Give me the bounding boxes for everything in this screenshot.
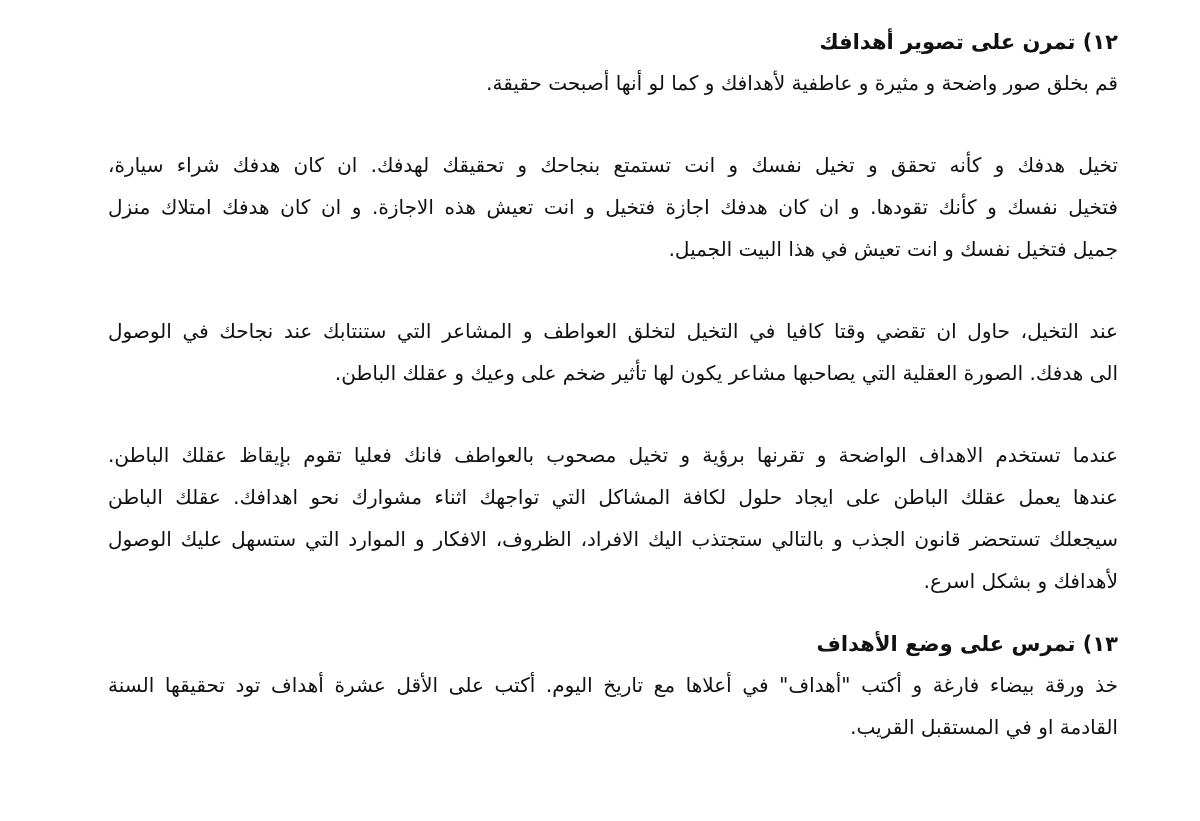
section-12-intro: قم بخلق صور واضحة و مثيرة و عاطفية لأهدافك و كما لو أنها أصبحت حقيقة. (486, 71, 1118, 95)
document-content (108, 22, 1118, 748)
section-13 (108, 624, 1118, 748)
paragraph-spacer (108, 104, 1118, 144)
section-12-paragraph-2 (108, 310, 1118, 394)
paragraph-line: القادمة او في المستقبل القريب. (850, 715, 1118, 739)
section-12-paragraph-1 (108, 144, 1118, 270)
paragraph-line: عندما تستخدم الاهداف الواضحة و تقرنها برؤية و تخيل مصحوب بالعواطف فانك فعليا تقوم بإيقاظ عقلك الباطن. (108, 443, 1118, 467)
section-13-heading: ١٣) تمرس على وضع الأهداف (816, 632, 1118, 656)
paragraph-line: جميل فتخيل نفسك و انت تعيش في هذا البيت الجميل. (668, 237, 1118, 261)
section-12-heading: ١٢) تمرن على تصوير أهدافك (819, 30, 1118, 54)
paragraph-line: عندها يعمل عقلك الباطن على ايجاد حلول لكافة المشاكل التي تواجهك اثناء مشوارك نحو اهدافك. عقلك الباطن (108, 485, 1118, 509)
paragraph-line: الى هدفك. الصورة العقلية التي يصاحبها مشاعر يكون لها تأثير ضخم على وعيك و عقلك الباطن. (334, 361, 1118, 385)
paragraph-line: لأهدافك و بشكل اسرع. (923, 569, 1118, 593)
paragraph-line: سيجعلك تستحضر قانون الجذب و بالتالي ستجتذب اليك الافراد، الظروف، الافكار و الموارد التي ستسهل عليك الوصول (108, 527, 1118, 551)
section-12-paragraph-3 (108, 434, 1118, 602)
paragraph-spacer (108, 270, 1118, 310)
paragraph-line: تخيل هدفك و كأنه تحقق و تخيل نفسك و انت تستمتع بنجاحك و تحقيقك لهدفك. ان كان هدفك شراء سيارة، (108, 153, 1118, 177)
paragraph-spacer (108, 394, 1118, 434)
paragraph-line: عند التخيل، حاول ان تقضي وقتا كافيا في التخيل لتخلق العواطف و المشاعر التي ستنتابك عند نجاحك في الوصول (108, 319, 1118, 343)
paragraph-line: خذ ورقة بيضاء فارغة و أكتب "أهداف" في أعلاها مع تاريخ اليوم. أكتب على الأقل عشرة أهداف تود تحقيقها السنة (108, 673, 1118, 697)
paragraph-line: فتخيل نفسك و كأنك تقودها. و ان كان هدفك اجازة فتخيل و انت تعيش هذه الاجازة. و ان كان هدفك امتلاك منزل (108, 195, 1118, 219)
